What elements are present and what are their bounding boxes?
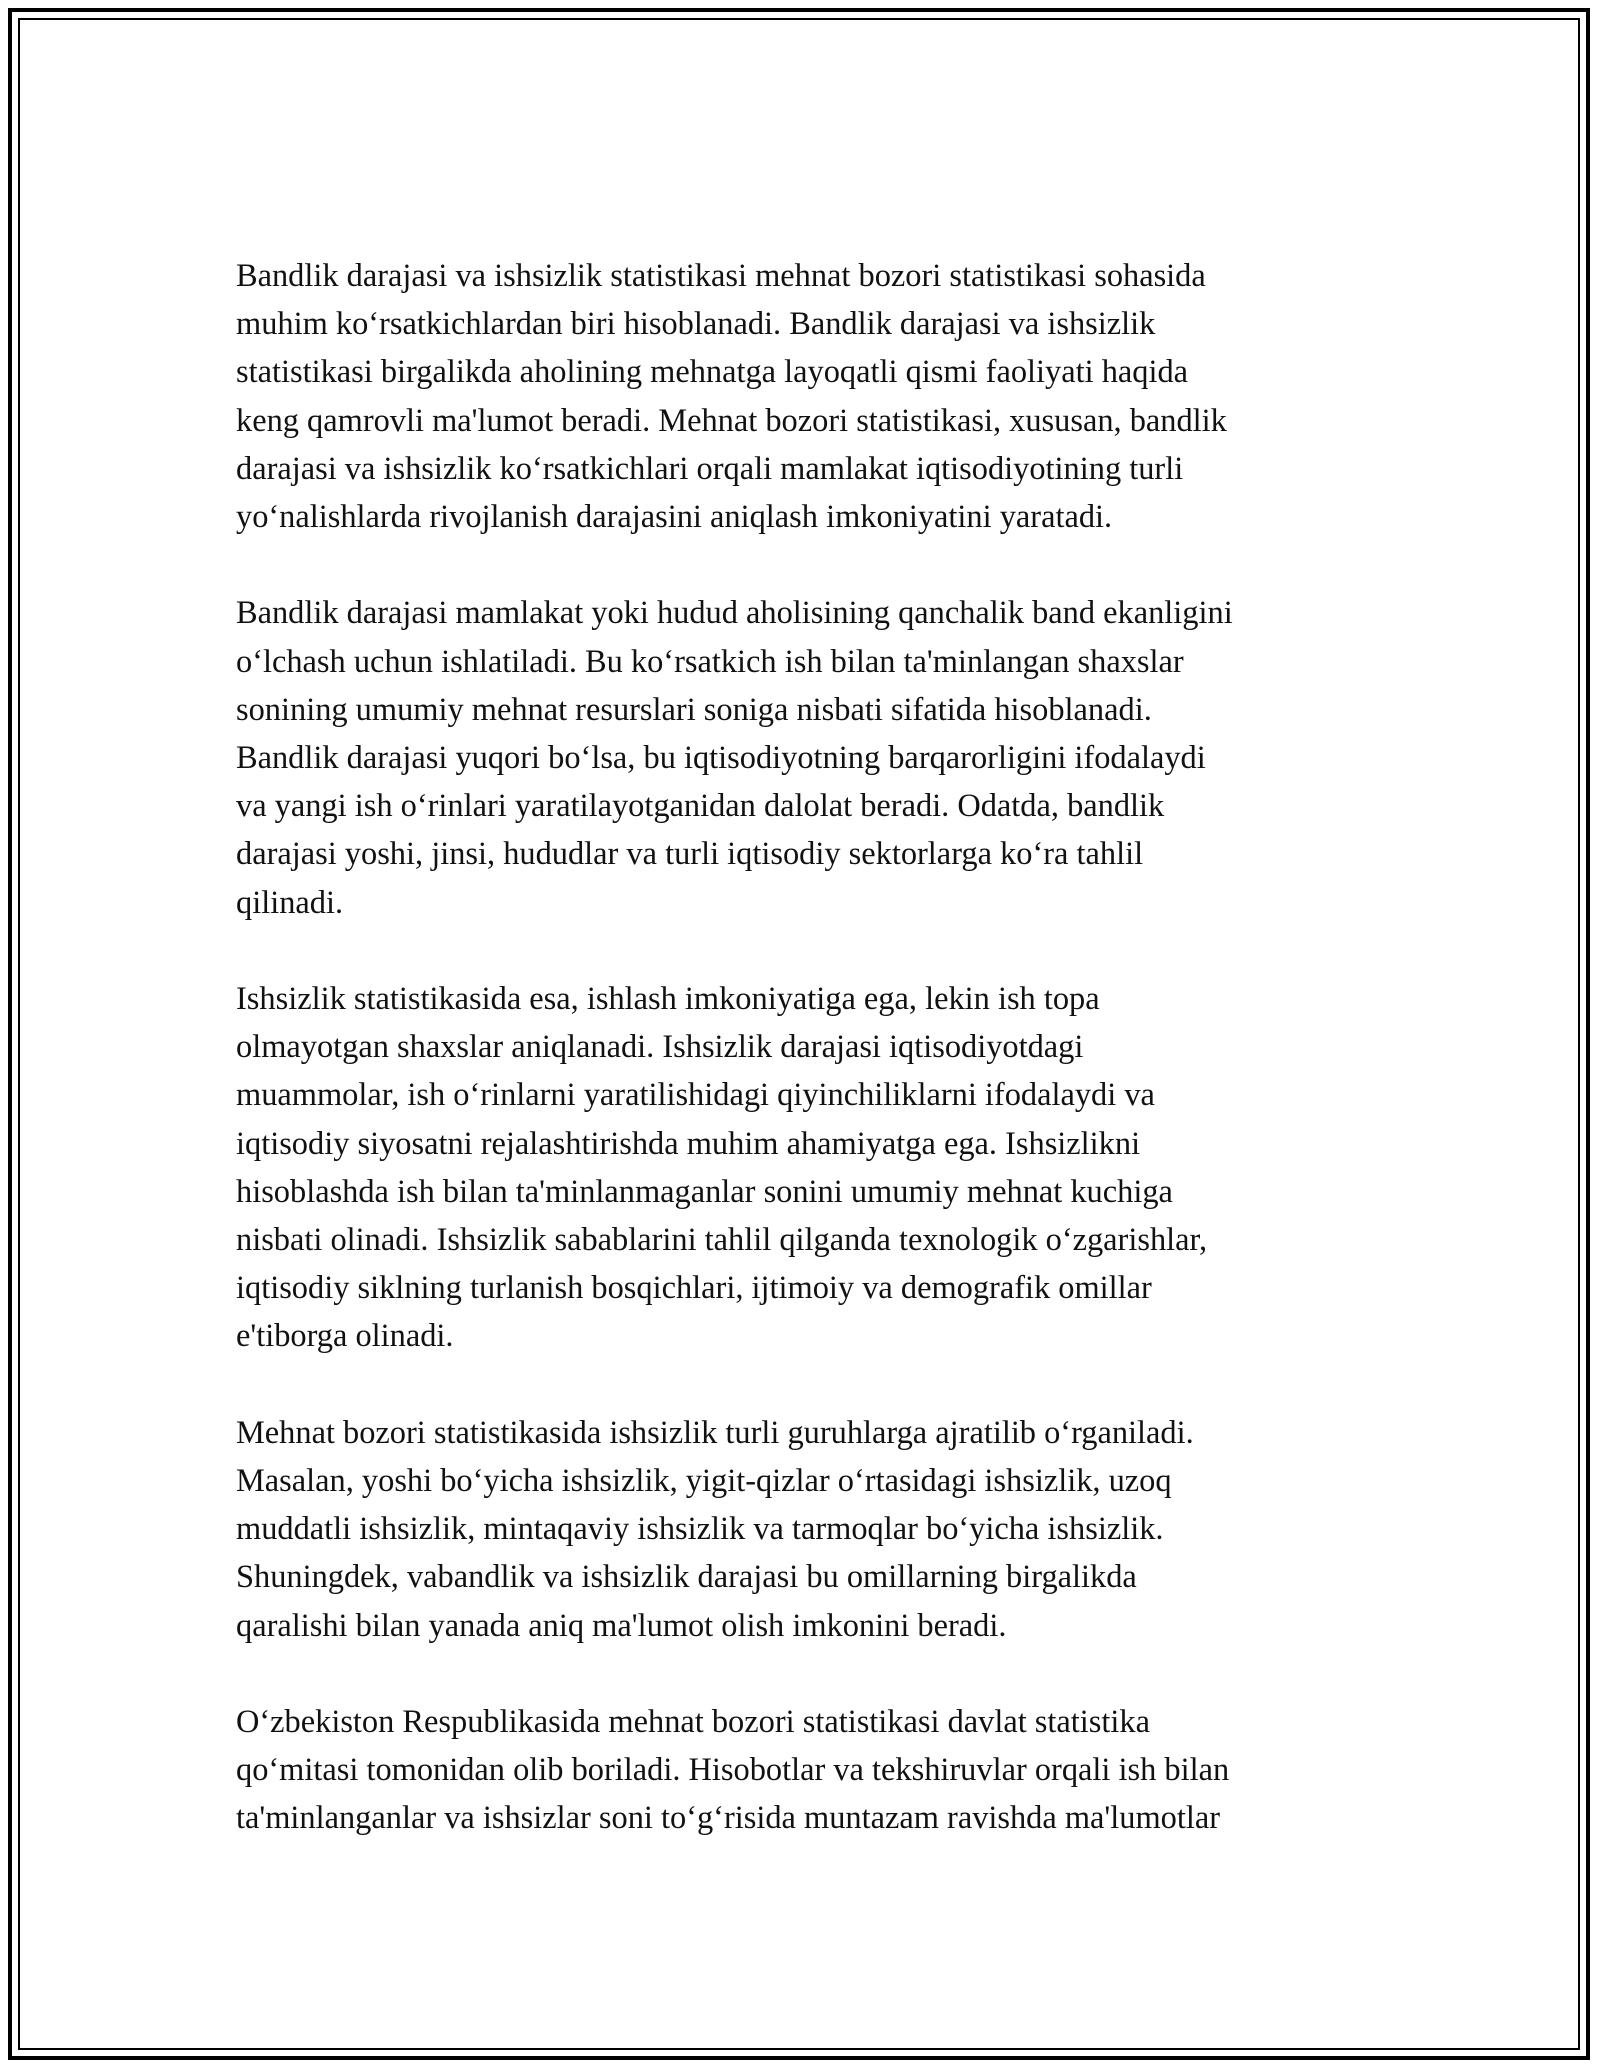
text-line: hisoblashda ish bilan ta'minlanmaganlar sonini umumiy mehnat kuchiga [236, 1173, 1173, 1210]
text-line: yo‘nalishlarda rivojlanish darajasini aniqlash imkoniyatini yaratadi. [236, 499, 1113, 536]
text-line: Masalan, yoshi bo‘yicha ishsizlik, yigit-qizlar o‘rtasidagi ishsizlik, uzoq [236, 1463, 1172, 1500]
text-line: qo‘mitasi tomonidan olib boriladi. Hisobotlar va tekshiruvlar orqali ish bilan [236, 1752, 1230, 1789]
text-line: ta'minlanganlar va ishsizlar soni to‘g‘risida muntazam ravishda ma'lumotlar [236, 1800, 1221, 1837]
text-line: o‘lchash uchun ishlatiladi. Bu ko‘rsatkich ish bilan ta'minlangan shaxslar [236, 643, 1184, 680]
text-line: qaralishi bilan yanada aniq ma'lumot olish imkonini beradi. [236, 1607, 1007, 1644]
text-line: Ishsizlik statistikasida esa, ishlash imkoniyatiga ega, lekin ish topa [236, 981, 1100, 1018]
paragraph-2 [236, 589, 1396, 926]
text-line: e'tiborga olinadi. [236, 1318, 454, 1355]
text-line: iqtisodiy siklning turlanish bosqichlari, ijtimoiy va demografik omillar [236, 1270, 1152, 1307]
text-line: O‘zbekiston Respublikasida mehnat bozori statistikasi davlat statistika [236, 1704, 1150, 1741]
text-line: statistikasi birgalikda aholining mehnatga layoqatli qismi faoliyati haqida [236, 354, 1189, 391]
paragraph-3 [236, 975, 1396, 1361]
text-line: nisbati olinadi. Ishsizlik sabablarini tahlil qilganda texnologik o‘zgarishlar, [236, 1222, 1208, 1259]
text-line: olmayotgan shaxslar aniqlanadi. Ishsizlik darajasi iqtisodiyotdagi [236, 1029, 1084, 1066]
text-line: muddatli ishsizlik, mintaqaviy ishsizlik va tarmoqlar bo‘yicha ishsizlik. [236, 1511, 1164, 1548]
paragraph-5 [236, 1698, 1396, 1843]
text-line: Bandlik darajasi yuqori bo‘lsa, bu iqtisodiyotning barqarorligini ifodalaydi [236, 740, 1206, 777]
text-line: va yangi ish o‘rinlari yaratilayotganidan dalolat beradi. Odatda, bandlik [236, 788, 1165, 825]
text-line: iqtisodiy siyosatni rejalashtirishda muhim ahamiyatga ega. Ishsizlikni [236, 1125, 1141, 1162]
text-line: keng qamrovli ma'lumot beradi. Mehnat bozori statistikasi, xususan, bandlik [236, 402, 1227, 439]
text-line: muhim ko‘rsatkichlardan biri hisoblanadi. Bandlik darajasi va ishsizlik [236, 306, 1156, 343]
text-line: qilinadi. [236, 884, 344, 921]
text-line: Bandlik darajasi va ishsizlik statistikasi mehnat bozori statistikasi sohasida [236, 258, 1206, 294]
text-line: Shuningdek, vabandlik va ishsizlik darajasi bu omillarning birgalikda [236, 1559, 1137, 1596]
text-line: sonining umumiy mehnat resurslari soniga nisbati sifatida hisoblanadi. [236, 691, 1152, 728]
text-line: Bandlik darajasi mamlakat yoki hudud aholisining qanchalik band ekanligini [236, 595, 1233, 632]
paragraph-1 [236, 252, 1396, 541]
paragraph-4 [236, 1409, 1396, 1650]
text-line: darajasi va ishsizlik ko‘rsatkichlari orqali mamlakat iqtisodiyotining turli [236, 450, 1184, 487]
document-body [236, 252, 1396, 1891]
text-line: darajasi yoshi, jinsi, hududlar va turli iqtisodiy sektorlarga ko‘ra tahlil [236, 836, 1144, 873]
text-line: muammolar, ish o‘rinlarni yaratilishidagi qiyinchiliklarni ifodalaydi va [236, 1077, 1155, 1114]
text-line: Mehnat bozori statistikasida ishsizlik turli guruhlarga ajratilib o‘rganiladi. [236, 1414, 1194, 1451]
